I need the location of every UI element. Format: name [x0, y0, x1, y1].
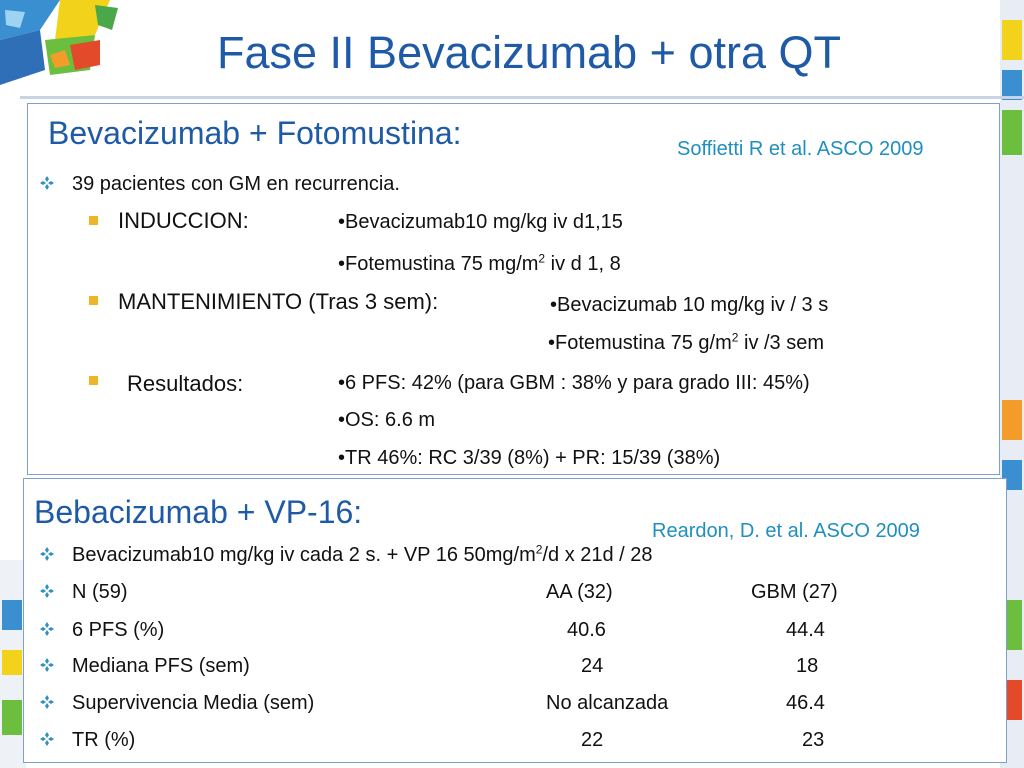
diamond-bullet-icon: [40, 695, 54, 709]
row-gbm-value: 18: [796, 655, 819, 677]
diamond-bullet-icon: [40, 658, 54, 672]
row-gbm-value: 44.4: [786, 619, 825, 641]
section1-heading: Bevacizumab + Fotomustina:: [48, 115, 462, 151]
row-label: TR (%): [72, 729, 136, 751]
slide-title: Fase II Bevacizumab + otra QT: [217, 27, 842, 78]
square-bullet-icon: [89, 216, 98, 225]
section1-reference: Soffietti R et al. ASCO 2009: [677, 138, 924, 160]
section2-reference: Reardon, D. et al. ASCO 2009: [652, 520, 920, 542]
mosaic-logo: [0, 0, 120, 90]
row-label: Mediana PFS (sem): [72, 655, 250, 677]
mantenimiento-label: MANTENIMIENTO (Tras 3 sem):: [118, 289, 439, 314]
diamond-bullet-icon: [40, 547, 54, 561]
row-label: 6 PFS (%): [72, 619, 165, 641]
row-gbm-value: 23: [802, 729, 825, 751]
diamond-bullet-icon: [40, 732, 54, 746]
row-label: N (59): [72, 581, 128, 603]
square-bullet-icon: [89, 376, 98, 385]
square-bullet-icon: [89, 296, 98, 305]
diamond-bullet-icon: [40, 584, 54, 598]
row-aa-value: 24: [581, 655, 604, 677]
resultados-line-2: •OS: 6.6 m: [338, 409, 436, 431]
section2-heading: Bebacizumab + VP-16:: [34, 494, 363, 530]
dose-line: Bevacizumab10 mg/kg iv cada 2 s. + VP 16 $50mg/m^2/d$ x 21d / 28: [72, 542, 653, 566]
row-aa-value: 40.6: [567, 619, 606, 641]
resultados-label: Resultados:: [127, 371, 244, 396]
diamond-bullet-icon: [40, 622, 54, 636]
mantenimiento-line-1: •Bevacizumab 10 mg/kg iv / 3 s: [550, 294, 829, 316]
induccion-label: INDUCCION:: [118, 208, 249, 233]
row-gbm-value: 46.4: [786, 692, 825, 714]
mantenimiento-line-2: •Fotemustina 75 $g/m^2$ iv /3 sem: [548, 330, 825, 354]
row-aa-value: No alcanzada: [546, 692, 669, 714]
induccion-line-1: •Bevacizumab10 mg/kg iv d1,15: [338, 211, 623, 233]
resultados-line-1: •6 PFS: 42% (para GBM : 38% y para grado III: 45%): [338, 372, 810, 394]
row-aa-value: AA (32): [546, 581, 613, 603]
row-gbm-value: GBM (27): [751, 581, 838, 603]
induccion-line-2: •Fotemustina 75 $mg/m^2$ iv d 1, 8: [338, 251, 621, 275]
diamond-bullet-icon: [40, 176, 54, 190]
row-aa-value: 22: [581, 729, 604, 751]
patients-bullet: 39 pacientes con GM en recurrencia.: [72, 173, 400, 195]
row-label: Supervivencia Media (sem): [72, 692, 315, 714]
resultados-line-3: •TR 46%: RC 3/39 (8%) + PR: 15/39 (38%): [338, 447, 721, 469]
title-divider: [20, 96, 1024, 99]
